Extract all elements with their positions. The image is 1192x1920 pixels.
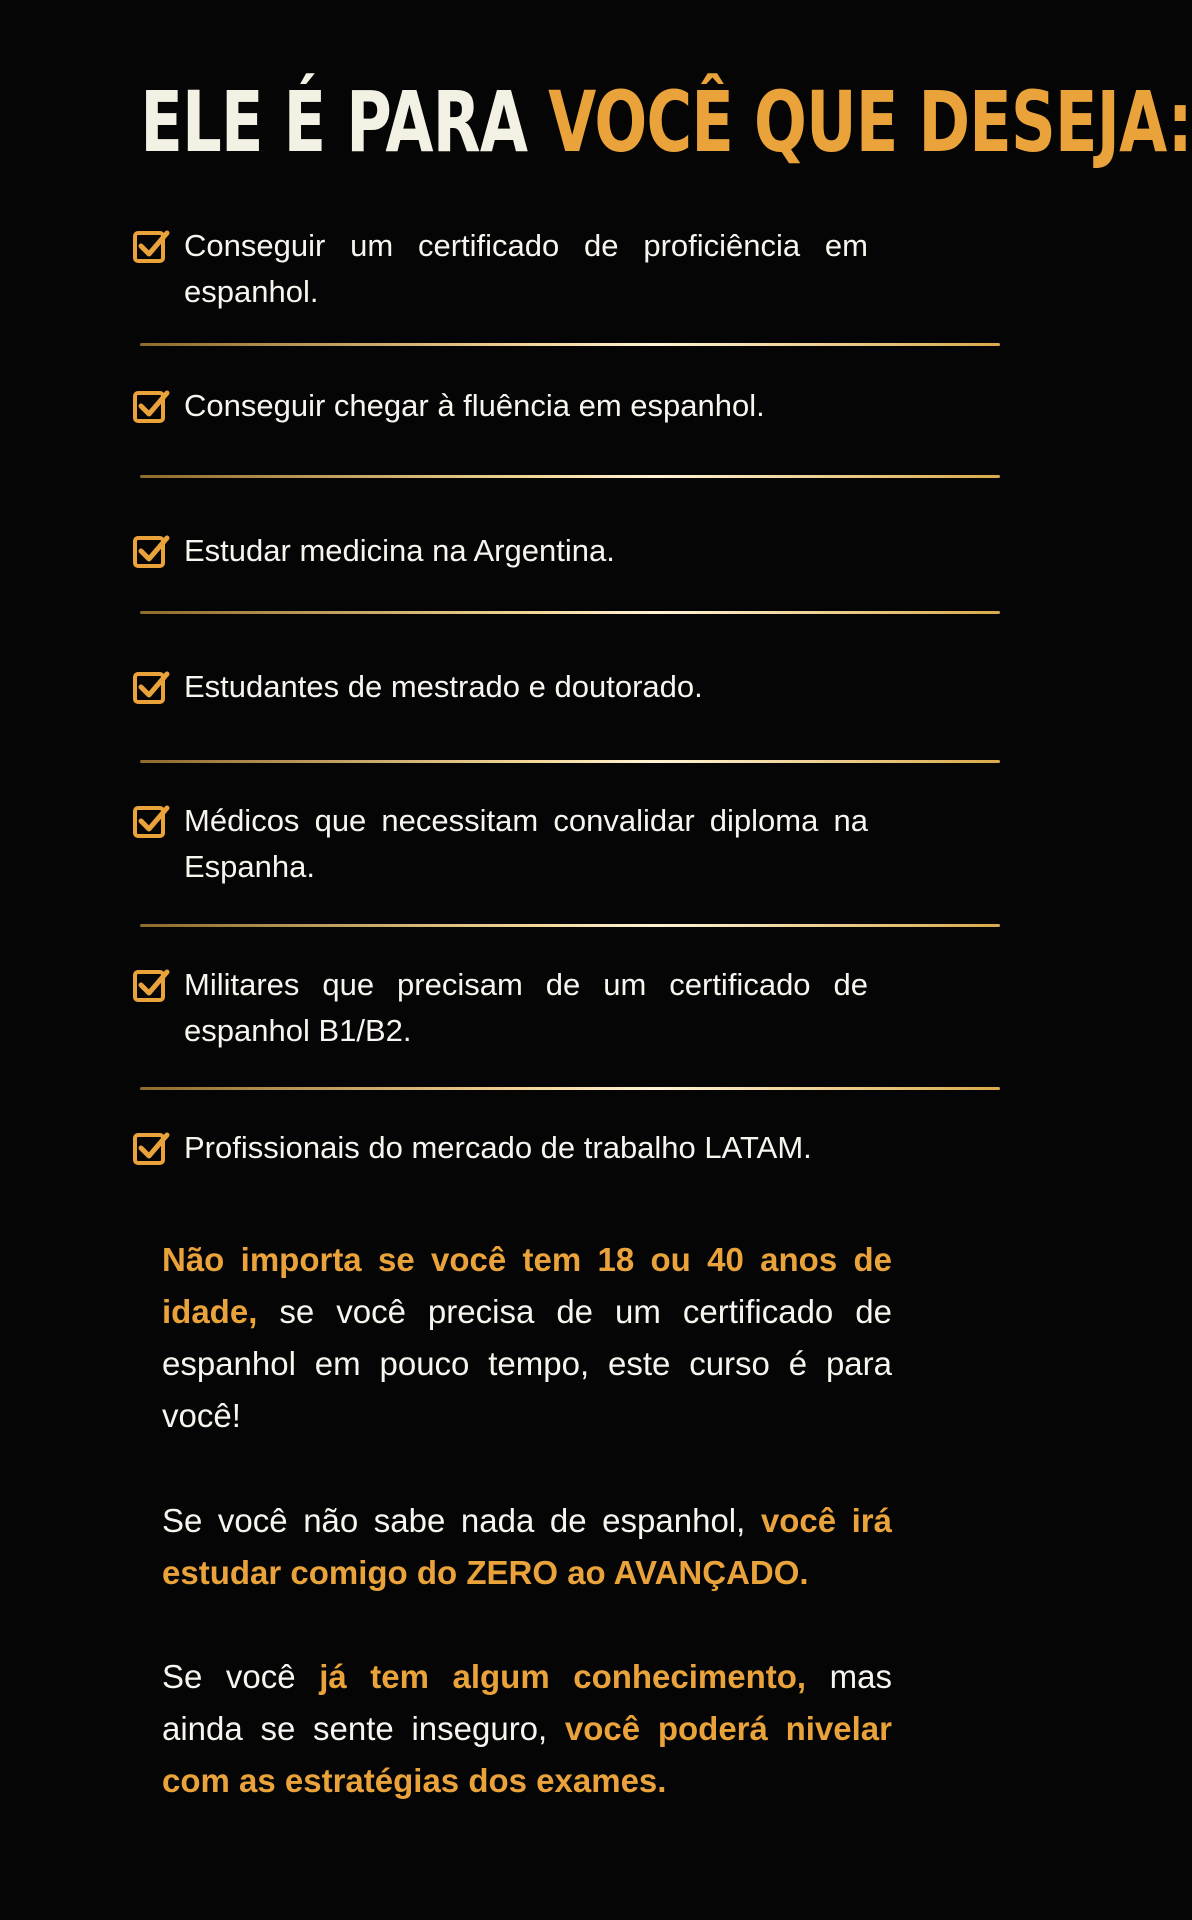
divider (140, 1087, 1000, 1090)
headline (140, 72, 1192, 172)
list-item (132, 528, 1000, 574)
list-item (132, 798, 1000, 890)
list-item-text: Profissionais do mercado de trabalho LATAM. (184, 1130, 812, 1165)
paragraph-beginner (162, 1495, 892, 1599)
paragraph-highlight: Não importa se você tem 18 ou 40 anos de idade, (162, 1241, 892, 1330)
paragraph-highlight: você poderá nivelar com as estratégias dos exames. (162, 1710, 892, 1799)
checkbox-checked-icon (132, 532, 170, 570)
paragraph-age (162, 1234, 892, 1442)
divider (140, 611, 1000, 614)
list-item (132, 664, 1000, 710)
list-item-text: Conseguir um certificado de proficiência em espanhol. (184, 228, 868, 309)
list-item-text: Conseguir chegar à fluência em espanhol. (184, 388, 765, 423)
list-item (132, 1125, 1000, 1171)
list-item-text: Militares que precisam de um certificado de espanhol B1/B2. (184, 967, 868, 1048)
list-item (132, 383, 1000, 429)
list-item-text: Estudantes de mestrado e doutorado. (184, 669, 703, 704)
checkbox-checked-icon (132, 802, 170, 840)
checkbox-checked-icon (132, 227, 170, 265)
divider (140, 924, 1000, 927)
paragraph-intermediate (162, 1651, 892, 1807)
paragraph-text: se você precisa de um certificado de espanhol em pouco tempo, este curso é para você! (162, 1293, 892, 1434)
divider (140, 475, 1000, 478)
paragraph-highlight: você irá estudar comigo do ZERO ao AVANÇADO. (162, 1502, 893, 1591)
headline-white: ELE É PARA (140, 73, 528, 171)
divider (140, 343, 1000, 346)
list-item (132, 962, 1000, 1054)
paragraph-text: Se você não sabe nada de espanhol, (162, 1502, 761, 1539)
checkbox-checked-icon (132, 668, 170, 706)
headline-gold: VOCÊ QUE DESEJA: (548, 73, 1192, 171)
paragraph-highlight: já tem algum conhecimento, (319, 1658, 807, 1695)
paragraph-text: mas ainda se sente inseguro, (162, 1658, 893, 1747)
divider (140, 760, 1000, 763)
checkbox-checked-icon (132, 1129, 170, 1167)
checkbox-checked-icon (132, 387, 170, 425)
list-item-text: Estudar medicina na Argentina. (184, 533, 615, 568)
paragraph-text: Se você (162, 1658, 320, 1695)
list-item-text: Médicos que necessitam convalidar diploma na Espanha. (184, 803, 868, 884)
list-item (132, 223, 1000, 315)
checkbox-checked-icon (132, 966, 170, 1004)
